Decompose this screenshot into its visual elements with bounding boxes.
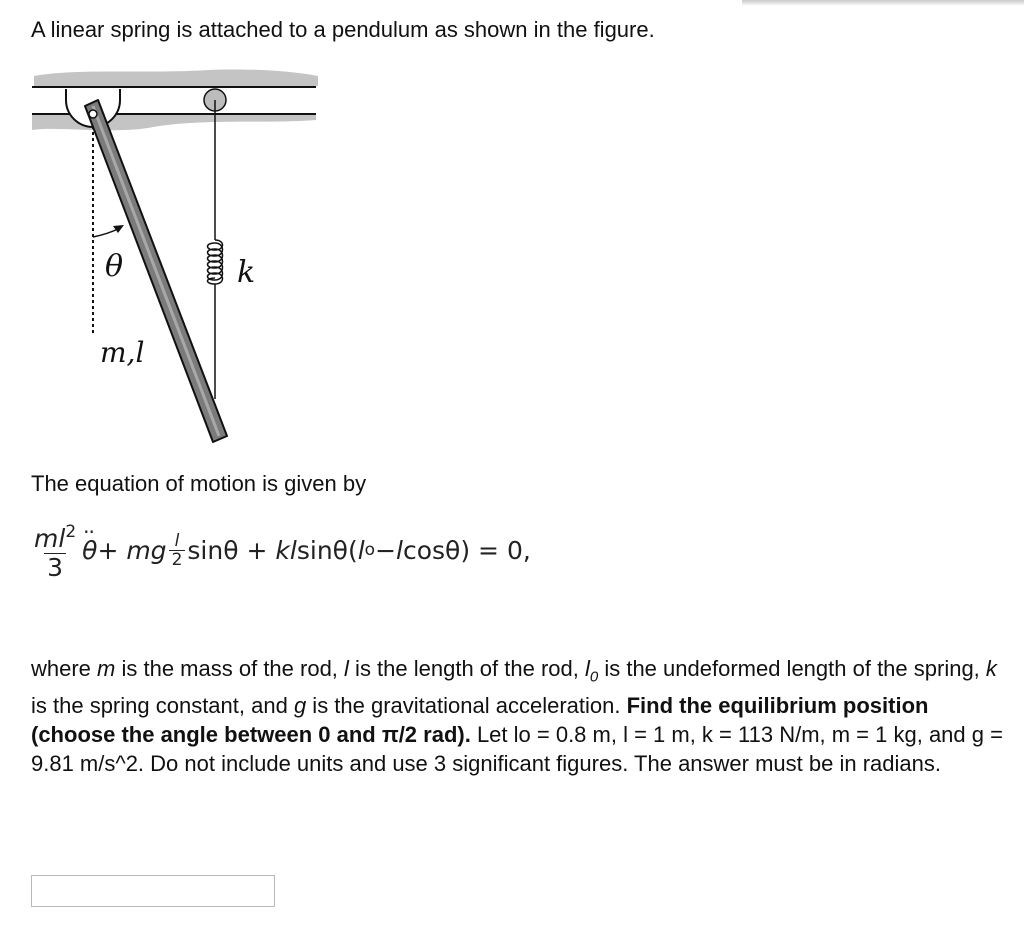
spring-k-symbol: k bbox=[275, 535, 290, 565]
inertia-fraction bbox=[31, 518, 79, 582]
pivot-pin bbox=[89, 110, 97, 118]
given-values: Let lo = 0.8 m, l = 1 m, k = 113 N/m, m = 1 kg, and g = 9.81 m/s^2. Do not include units and use 3 significant figures. The answer must be in radians. bbox=[31, 722, 1003, 777]
fraction-denominator: 3 bbox=[44, 553, 66, 582]
minus-sign: − bbox=[375, 535, 397, 565]
desc-text-1: where bbox=[31, 656, 98, 681]
gravity-term: + mg bbox=[97, 535, 167, 565]
var-l0-subscript: 0 bbox=[589, 668, 599, 686]
half-fraction-denominator: 2 bbox=[169, 550, 186, 569]
half-fraction-numerator: l bbox=[174, 530, 180, 551]
answer-input[interactable] bbox=[31, 875, 275, 907]
var-k: k bbox=[985, 656, 997, 681]
pendulum-spring-diagram bbox=[28, 62, 328, 452]
angle-label: θ bbox=[105, 249, 124, 284]
cos-length-symbol: l bbox=[396, 535, 403, 565]
sine-term: sinθ + bbox=[187, 535, 268, 565]
var-l0: l bbox=[584, 656, 590, 681]
fraction-numerator-base: ml bbox=[34, 524, 66, 553]
var-g: g bbox=[293, 693, 307, 719]
desc-text-2: is the mass of the rod, bbox=[115, 656, 345, 681]
mass-length-label: m,l bbox=[100, 336, 145, 369]
spring-sine-term: sinθ( bbox=[296, 535, 358, 565]
task-instruction: Find the equilibrium position (choose the angle between 0 and π/2 rad). bbox=[31, 693, 929, 748]
desc-text-4: is the undeformed length of the spring, bbox=[598, 656, 986, 681]
pendulum-figure bbox=[28, 62, 328, 452]
half-length-fraction bbox=[169, 532, 186, 569]
spring-coils bbox=[208, 240, 223, 284]
length-symbol: l bbox=[289, 535, 297, 565]
equation-of-motion bbox=[31, 518, 531, 582]
undeformed-length-subscript: o bbox=[364, 540, 376, 560]
fraction-numerator-exponent: 2 bbox=[65, 522, 77, 542]
var-m: m bbox=[97, 656, 116, 681]
cosine-term: cosθ) = 0, bbox=[402, 535, 531, 565]
angle-arrowhead bbox=[113, 225, 124, 233]
undeformed-length-base: l bbox=[357, 535, 365, 565]
problem-description bbox=[31, 654, 1006, 778]
var-l: l bbox=[344, 656, 349, 681]
theta-double-dot: ·· θ bbox=[82, 536, 97, 565]
desc-text-5: is the spring constant, and bbox=[31, 693, 294, 719]
spring-constant-label: k bbox=[237, 255, 256, 290]
desc-text-6: is the gravitational acceleration. bbox=[306, 693, 627, 719]
problem-intro: A linear spring is attached to a pendulum as shown in the figure. bbox=[31, 17, 655, 42]
top-edge-shadow bbox=[742, 0, 1024, 6]
ceiling-hatching bbox=[34, 69, 318, 86]
desc-text-3: is the length of the rod, bbox=[348, 656, 585, 681]
equation-intro: The equation of motion is given by bbox=[31, 471, 367, 496]
